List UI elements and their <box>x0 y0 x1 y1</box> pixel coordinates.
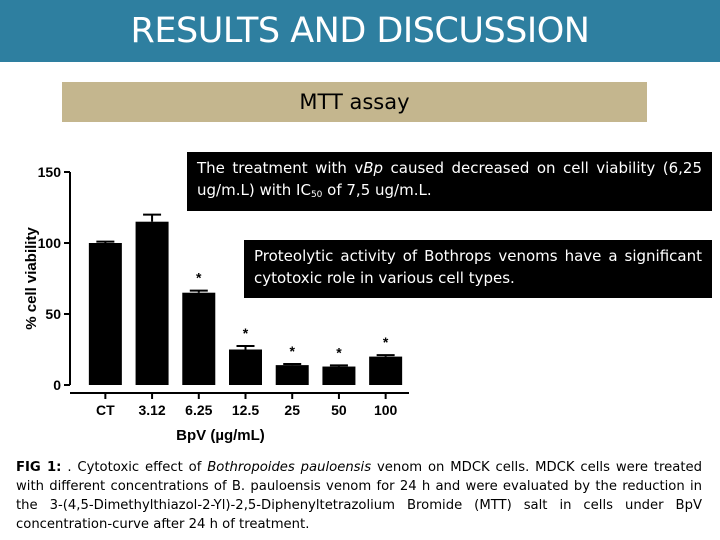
bar-3.12 <box>136 222 169 385</box>
y-tick-label: 150 <box>37 164 61 180</box>
x-tick-label: 6.25 <box>185 402 213 418</box>
x-tick-label: 50 <box>331 402 347 418</box>
title-bar <box>0 0 720 62</box>
callout-1-text-c: of 7,5 ug/m.L. <box>322 181 432 199</box>
caption-text-a: . Cytotoxic effect of <box>61 460 208 475</box>
callout-1-italic: Bp <box>363 159 384 177</box>
x-tick-label: CT <box>96 402 115 418</box>
y-tick-label: 50 <box>45 306 61 322</box>
significance-marker: * <box>242 324 249 341</box>
figure-caption <box>16 458 702 534</box>
caption-label: FIG 1: <box>16 460 62 475</box>
bar-50 <box>322 367 355 385</box>
x-tick-label: 12.5 <box>231 402 260 418</box>
section-title: MTT assay <box>299 90 410 114</box>
callout-treatment <box>187 152 712 211</box>
significance-marker: * <box>336 344 342 361</box>
significance-marker: * <box>289 342 295 359</box>
callout-2-text: Proteolytic activity of Bothrops venoms have a significant cytotoxic role in various cell types. <box>254 247 702 287</box>
x-tick-label: 25 <box>284 402 301 418</box>
x-tick-label: 100 <box>373 402 398 418</box>
y-tick-label: 100 <box>37 235 61 251</box>
caption-italic: Bothropoides pauloensis <box>207 460 372 475</box>
bar-25 <box>276 365 309 385</box>
bar-CT <box>89 243 122 385</box>
y-axis-label: % cell viability <box>23 227 40 330</box>
y-tick-label: 0 <box>53 377 61 393</box>
x-tick-label: 3.12 <box>138 402 166 418</box>
bar-6.25 <box>182 293 215 385</box>
bar-12.5 <box>229 350 262 386</box>
callout-1-sub: 50 <box>310 190 323 200</box>
significance-marker: * <box>382 334 389 351</box>
x-axis-label: BpV (µg/mL) <box>176 427 265 444</box>
callout-1-text-a: The treatment with v <box>197 159 364 177</box>
bar-100 <box>369 357 402 385</box>
callout-1-text-b: caused decreased on cell viability (6,25 ug/m.L) with IC <box>197 159 702 199</box>
significance-marker: * <box>196 269 202 286</box>
section-banner <box>62 82 647 122</box>
caption-text-b: venom on MDCK cells. MDCK cells were treated with different concentrations of B. pauloensis venom for 24 h and were evaluated by the reduction in the 3-(4,5-Dimethylthiazol-2-Yl)-2,5-Diphenyltetrazolium Bromide (MTT) salt in cells under BpV concentration-curve after 24 h of treatment. <box>16 460 702 532</box>
callout-proteolytic <box>244 240 712 298</box>
slide-title: RESULTS AND DISCUSSION <box>130 11 590 51</box>
